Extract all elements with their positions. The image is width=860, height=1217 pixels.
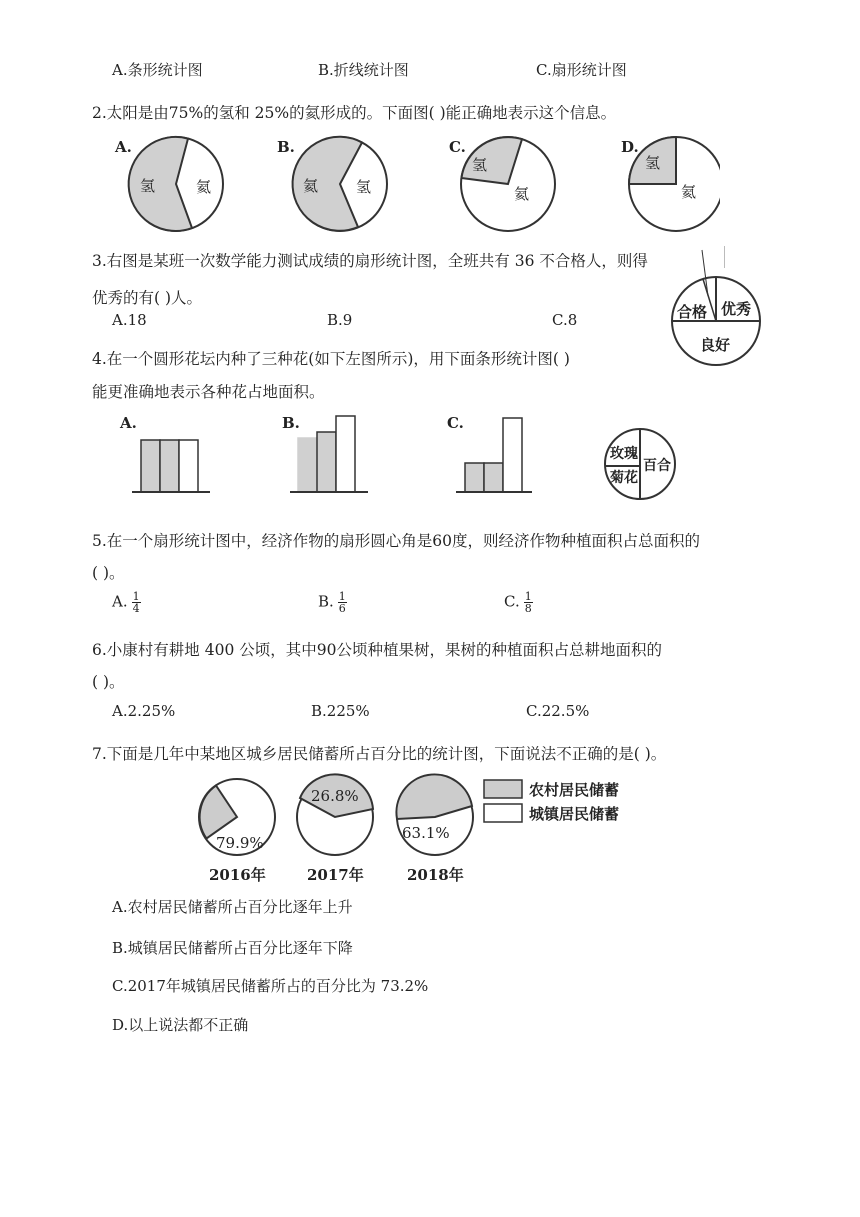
q3-question-line1: 3.右图是某班一次数学能力测试成绩的扇形统计图，全班共有 36 不合格人，则得 bbox=[92, 252, 648, 270]
q6-option-b: B.225% bbox=[311, 702, 370, 720]
q5-option-a-prefix: A. bbox=[112, 592, 128, 611]
q3-label-lianghao: 良好 bbox=[700, 336, 731, 354]
q7-pie-2017-year: 2017年 bbox=[307, 866, 364, 884]
q5-option-c-numerator: 1 bbox=[524, 590, 532, 603]
q2-pie-b-white-text: 氢 bbox=[356, 178, 372, 196]
q1-option-a: A.条形统计图 bbox=[112, 61, 203, 79]
q4-label-juhua: 菊花 bbox=[610, 470, 638, 486]
q5-option-a bbox=[112, 591, 141, 614]
q1-option-c: C.扇形统计图 bbox=[536, 61, 627, 79]
q2-pie-a-white-text: 氦 bbox=[196, 178, 212, 196]
q4-bar-charts bbox=[118, 410, 718, 500]
q4-bar-b1 bbox=[298, 438, 317, 492]
q4-label-meigui: 玫瑰 bbox=[610, 446, 638, 462]
q7-option-a: A.农村居民储蓄所占百分比逐年上升 bbox=[112, 898, 353, 916]
q2-pie-a-shaded-text: 氢 bbox=[140, 177, 156, 195]
q4-bar-a2 bbox=[160, 440, 179, 492]
q5-option-a-fraction bbox=[132, 591, 141, 614]
q6-option-a: A.2.25% bbox=[112, 702, 176, 720]
q2-pie-d-shaded-text: 氢 bbox=[645, 154, 661, 172]
q4-bar-chart-a-label: A. bbox=[120, 414, 137, 432]
q7-pie-2016 bbox=[199, 779, 275, 884]
q3-label-youxiu: 优秀 bbox=[721, 300, 752, 318]
q4-bar-a1 bbox=[141, 440, 160, 492]
q4-question-line2: 能更准确地表示各种花占地面积。 bbox=[92, 383, 325, 401]
q4-bar-chart-c bbox=[447, 414, 532, 492]
q5-option-a-denominator: 4 bbox=[132, 602, 140, 615]
q4-bar-c2 bbox=[484, 463, 503, 492]
q6-question-line2: ( )。 bbox=[92, 673, 125, 691]
q4-bar-chart-a bbox=[119, 414, 210, 492]
q2-pie-a-label: A. bbox=[115, 138, 132, 156]
q2-question: 2.太阳是由75%的氢和 25%的氦形成的。下面图( )能正确地表示这个信息。 bbox=[92, 104, 617, 122]
q7-option-b: B.城镇居民储蓄所占百分比逐年下降 bbox=[112, 939, 353, 957]
q4-flower-pie bbox=[605, 429, 675, 499]
q5-option-b-prefix: B. bbox=[318, 592, 334, 611]
q7-option-c: C.2017年城镇居民储蓄所占的百分比为 73.2% bbox=[112, 977, 429, 995]
q7-question: 7.下面是几年中某地区城乡居民储蓄所占百分比的统计图，下面说法不正确的是( )。 bbox=[92, 745, 667, 763]
q7-pie-2016-label: 79.9% bbox=[216, 834, 264, 852]
q2-pie-c-shaded-text: 氢 bbox=[472, 156, 488, 174]
q3-option-c: C.8 bbox=[552, 311, 578, 329]
q6-question-line1: 6.小康村有耕地 400 公顷，其中90公顷种植果树，果树的种植面积占总耕地面积的 bbox=[92, 641, 662, 659]
q3-label-hege: 合格 bbox=[677, 303, 708, 321]
q1-option-b: B.折线统计图 bbox=[318, 61, 409, 79]
q3-question-line2: 优秀的有( )人。 bbox=[92, 289, 203, 307]
q4-bar-c1 bbox=[465, 463, 484, 492]
q4-bar-c3 bbox=[503, 418, 522, 492]
q4-bar-chart-b bbox=[282, 414, 368, 492]
q2-pie-b-label: B. bbox=[277, 138, 295, 156]
q7-legend-urban-swatch bbox=[484, 804, 522, 822]
q2-pie-b-shaded-text: 氦 bbox=[303, 177, 319, 195]
q5-option-c bbox=[504, 591, 533, 614]
q3-pie-chart bbox=[668, 246, 770, 368]
q5-option-c-fraction bbox=[524, 591, 533, 614]
q2-pie-c-label: C. bbox=[449, 138, 466, 156]
q4-bar-chart-c-label: C. bbox=[447, 414, 464, 432]
q5-question-line1: 5.在一个扇形统计图中，经济作物的扇形圆心角是60度，则经济作物种植面积占总面积的 bbox=[92, 532, 701, 550]
q4-question-line1: 4.在一个圆形花坛内种了三种花(如下左图所示)，用下面条形统计图( ) bbox=[92, 350, 570, 368]
q2-pie-c-white-text: 氦 bbox=[514, 185, 530, 203]
q5-option-c-denominator: 8 bbox=[524, 602, 532, 615]
q7-pie-2016-year: 2016年 bbox=[209, 866, 266, 884]
q2-pie-b bbox=[277, 137, 387, 231]
q2-pie-c bbox=[449, 137, 555, 231]
q5-option-b bbox=[318, 591, 347, 614]
q4-bar-a3 bbox=[179, 440, 198, 492]
q2-pie-charts bbox=[100, 132, 720, 236]
q5-option-b-fraction bbox=[338, 591, 347, 614]
q4-bar-b2 bbox=[317, 432, 336, 492]
q2-pie-a bbox=[114, 137, 223, 231]
q2-pie-d-label: D. bbox=[621, 138, 639, 156]
q7-pie-2017 bbox=[297, 774, 373, 884]
q7-pie-2018-label: 63.1% bbox=[402, 824, 450, 842]
q2-pie-d-white-text: 氦 bbox=[681, 183, 697, 201]
q3-option-b: B.9 bbox=[327, 311, 353, 329]
q4-bar-chart-b-label: B. bbox=[282, 414, 300, 432]
q7-pie-2017-label: 26.8% bbox=[311, 787, 359, 805]
q7-option-d: D.以上说法都不正确 bbox=[112, 1016, 249, 1034]
q4-label-baihe: 百合 bbox=[643, 458, 671, 474]
q7-legend-urban-label: 城镇居民储蓄 bbox=[529, 805, 620, 823]
q6-option-c: C.22.5% bbox=[526, 702, 590, 720]
q5-question-line2: ( )。 bbox=[92, 564, 125, 582]
q7-pie-2018 bbox=[396, 774, 473, 884]
q2-pie-d bbox=[621, 137, 720, 231]
q3-option-a: A.18 bbox=[112, 311, 147, 329]
q5-option-b-numerator: 1 bbox=[338, 590, 346, 603]
q5-option-a-numerator: 1 bbox=[132, 590, 140, 603]
q7-pie-2018-year: 2018年 bbox=[407, 866, 464, 884]
q5-option-c-prefix: C. bbox=[504, 592, 520, 611]
q7-pie-charts bbox=[190, 770, 670, 890]
q7-legend bbox=[484, 780, 619, 823]
q7-legend-rural-swatch bbox=[484, 780, 522, 798]
q4-bar-b3 bbox=[336, 416, 355, 492]
q7-legend-rural-label: 农村居民储蓄 bbox=[529, 781, 620, 799]
q5-option-b-denominator: 6 bbox=[338, 602, 346, 615]
